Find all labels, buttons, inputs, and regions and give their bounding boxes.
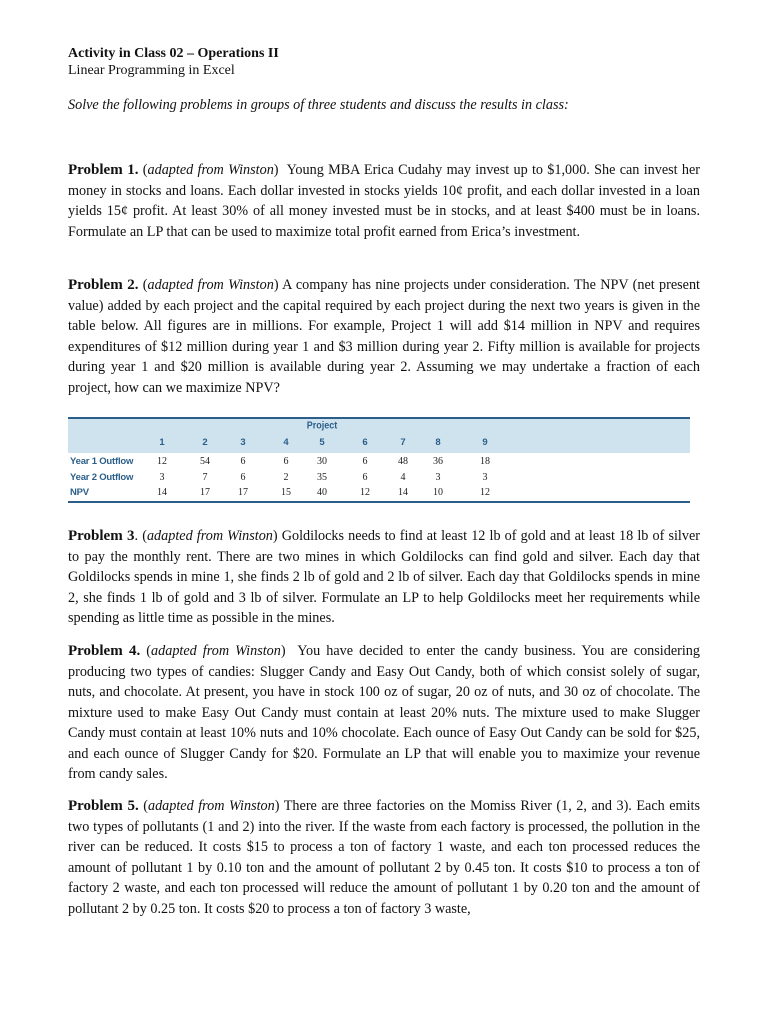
table-cell: 3 (482, 472, 488, 483)
column-header: 3 (240, 437, 246, 448)
document-header (68, 45, 279, 79)
problem-label: Problem 1. (68, 162, 139, 178)
table-cell: 54 (200, 456, 210, 467)
table-cell: 6 (240, 472, 246, 483)
table-cell: 12 (157, 456, 167, 467)
problem-3: Problem 3. (adapted from Winston) Goldilocks needs to find at least 12 lb of gold and at least 18 lb of silver to pay the monthly rent. There are two mines in which Goldilocks can find gold and silver. Each day that Goldilocks spends in mine 1, she finds 2 lb of gold and 2 lb of silver. Each day that Goldilocks spends in mine 2, she finds 1 lb of gold and 3 lb of silver. Formulate an LP to help Goldilocks meet her requirements while spending as little time as possible in the mines. (68, 528, 700, 626)
problem-5: Problem 5. (adapted from Winston) There are three factories on the Momiss River (1, 2, and 3). Each emits two types of pollutants (1 and 2) into the river. If the waste from each factory is processed, the pollution in the river can be reduced. It costs $15 to process a ton of factory 1 waste, and each ton processed reduces the amount of pollutant 1 by 0.10 ton and the amount of pollutant 2 by 0.45 ton. It costs $10 to process a ton of factory 2 waste, and each ton processed will reduce the amount of pollutant 1 by 0.20 ton and the amount of pollutant 2 by 0.25 ton. It costs $20 to process a ton of factory 3 waste, (68, 798, 701, 917)
table-cell: 14 (157, 487, 167, 498)
column-header: 1 (159, 437, 165, 448)
table-cell: 12 (360, 487, 370, 498)
table-title: Project (306, 419, 338, 431)
column-header: 9 (482, 437, 488, 448)
problem-text: Goldilocks needs to find at least 12 lb of gold and at least 18 lb of silver to pay the monthly rent. There are two mines in which Goldilocks can find gold and silver. Each day that Goldilocks spends in mine 1, she finds 2 lb of gold and 2 lb of silver. Each day that Goldilocks spends in mine 2, she finds 1 lb of gold and 3 lb of silver. Formulate an LP to help Goldilocks meet her requirements while spending as little time as possible in the mines. (68, 528, 700, 626)
problem-source: adapted from Winston (151, 643, 281, 659)
column-header: 5 (319, 437, 325, 448)
problem-1: Problem 1. (adapted from Winston) Young MBA Erica Cudahy may invest up to $1,000. She can invest her money in stocks and loans. Each dollar invested in stocks yields 10¢ profit, and each dollar invested in a loan yields 15¢ profit. At least 30% of all money invested must be in stocks, and at least $400 must be in loans. Formulate an LP that can be used to maximize total profit earned from Erica’s investment. (68, 162, 700, 240)
problem-text: Young MBA Erica Cudahy may invest up to $1,000. She can invest her money in stocks and loans. Each dollar invested in stocks yields 10¢ profit, and each dollar invested in a loan yields 15¢ profit. At least 30% of all money invested must be in stocks, and at least $400 must be in loans. Formulate an LP that can be used to maximize total profit earned from Erica’s investment. (68, 162, 700, 240)
table-cell: 15 (281, 487, 291, 498)
table-cell: 36 (433, 456, 443, 467)
table-bottom-rule (68, 501, 690, 503)
problem-text: A company has nine projects under consideration. The NPV (net present value) added by each project and the capital required by each project during the next two years is given in the table below. All figures are in millions. For example, Project 1 will add $14 million in NPV and requires expenditures of $12 million during year 1 and $3 million during year 2. Fifty million is available for projects during year 1 and $20 million is available during year 2. Assuming we may undertake a fraction of each project, how can we maximize NPV? (68, 277, 700, 396)
table-cell: 2 (283, 472, 289, 483)
table-cell: 18 (480, 456, 490, 467)
instructions: Solve the following problems in groups of three students and discuss the results in class: (68, 97, 569, 113)
problem-source: adapted from Winston (146, 528, 273, 544)
table-cell: 6 (240, 456, 246, 467)
table-cell: 6 (362, 456, 368, 467)
table-cell: 17 (200, 487, 210, 498)
table-cell: 6 (283, 456, 289, 467)
row-label: Year 2 Outflow (70, 472, 134, 483)
column-header: 4 (283, 437, 289, 448)
problem-source: adapted from Winston (147, 277, 274, 293)
column-header: 2 (202, 437, 208, 448)
table-cell: 30 (317, 456, 327, 467)
column-header: 7 (400, 437, 406, 448)
table-cell: 4 (400, 472, 406, 483)
column-header: 8 (435, 437, 441, 448)
table-cell: 40 (317, 487, 327, 498)
table-cell: 7 (202, 472, 208, 483)
project-table (68, 417, 690, 503)
table-cell: 12 (480, 487, 490, 498)
document-title: Activity in Class 02 – Operations II (68, 46, 279, 61)
problem-label: Problem 5. (68, 798, 139, 814)
table-cell: 35 (317, 472, 327, 483)
problem-text: There are three factories on the Momiss River (1, 2, and 3). Each emits two types of pollutants (1 and 2) into the river. If the waste from each factory is processed, the pollution in the river can be reduced. It costs $15 to process a ton of factory 1 waste, and each ton processed reduces the amount of pollutant 1 by 0.10 ton and the amount of pollutant 2 by 0.45 ton. It costs $10 to process a ton of factory 2 waste, and each ton processed will reduce the amount of pollutant 1 by 0.20 ton and the amount of pollutant 2 by 0.25 ton. It costs $20 to process a ton of factory 3 waste, (68, 798, 701, 917)
problem-label: Problem 4. (68, 643, 141, 659)
row-label: NPV (70, 487, 89, 498)
column-header: 6 (362, 437, 368, 448)
table-cell: 3 (159, 472, 165, 483)
document-subtitle: Linear Programming in Excel (68, 63, 235, 78)
problem-4: Problem 4. (adapted from Winston) You have decided to enter the candy business. You are considering producing two types of candies: Slugger Candy and Easy Out Candy, both of which consist solely of sugar, nuts, and chocolate. At present, you have in stock 100 oz of sugar, 20 oz of nuts, and 30 oz of chocolate. The mixture used to make Easy Out Candy must contain at least 20% nuts. The mixture used to make Slugger Candy must contain at least 10% nuts and 10% chocolate. Each ounce of Easy Out Candy can be sold for $25, and each ounce of Slugger Candy for $20. Formulate an LP that will enable you to maximize your revenue from candy sales. (68, 643, 700, 782)
table-cell: 14 (398, 487, 408, 498)
problem-label: Problem 2. (68, 277, 139, 293)
row-label: Year 1 Outflow (70, 456, 134, 467)
table-cell: 10 (433, 487, 443, 498)
table-cell: 17 (238, 487, 248, 498)
problem-source: adapted from Winston (147, 798, 275, 814)
table-cell: 3 (435, 472, 441, 483)
problem-2: Problem 2. (adapted from Winston) A company has nine projects under consideration. The NPV (net present value) added by each project and the capital required by each project during the next two years is given in the table below. All figures are in millions. For example, Project 1 will add $14 million in NPV and requires expenditures of $12 million during year 1 and $3 million during year 2. Fifty million is available for projects during year 1 and $20 million is available during year 2. Assuming we may undertake a fraction of each project, how can we maximize NPV? (68, 277, 700, 396)
problem-text: You have decided to enter the candy business. You are considering producing two types of candies: Slugger Candy and Easy Out Candy, both of which consist solely of sugar, nuts, and chocolate. At present, you have in stock 100 oz of sugar, 20 oz of nuts, and 30 oz of chocolate. The mixture used to make Easy Out Candy must contain at least 20% nuts. The mixture used to make Slugger Candy must contain at least 10% nuts and 10% chocolate. Each ounce of Easy Out Candy can be sold for $25, and each ounce of Slugger Candy for $20. Formulate an LP that will enable you to maximize your revenue from candy sales. (68, 643, 700, 782)
table-cell: 6 (362, 472, 368, 483)
table-cell: 48 (398, 456, 408, 467)
problem-label: Problem 3 (68, 528, 135, 544)
problem-source: adapted from Winston (147, 162, 274, 178)
